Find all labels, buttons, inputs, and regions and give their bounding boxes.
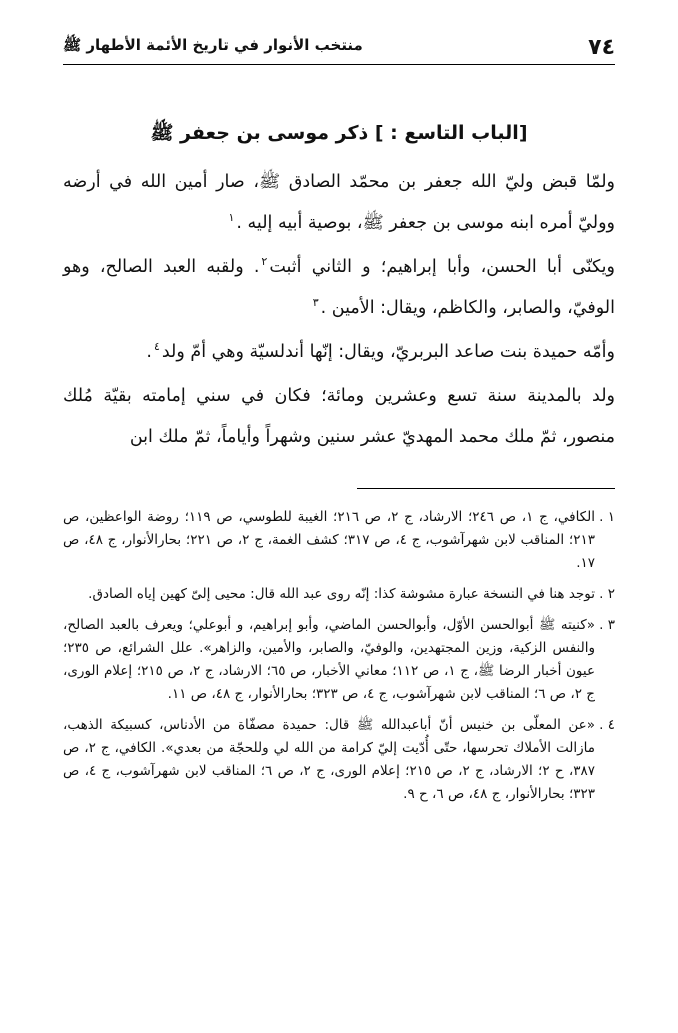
running-header [63, 34, 615, 60]
footnote-ref[interactable]: ٤ [153, 340, 160, 354]
chapter-title: [الباب التاسع : ] ذكر موسى بن جعفر ﷺ [150, 122, 528, 144]
paragraph-text: ولمّا قبض وليّ الله جعفر بن محمّد الصادق ﷺ، صار أمين الله في أرضه ووليّ أمره ابنه موسى بن جعفر ﷺ، بوصية أبيه إليه . [63, 172, 615, 233]
footnote-ref[interactable]: ٣ [312, 296, 319, 310]
paragraph [63, 332, 615, 373]
paragraph-text: . ولقبه العبد الصالح، وهو الوفيّ، والصابر، والكاظم، ويقال: الأمين . [63, 257, 615, 318]
footnotes [63, 506, 615, 814]
footnote-number: ٢ . [599, 586, 615, 602]
running-title: منتخب الأنوار في تاريخ الأئمة الأطهار ﷺ [63, 36, 363, 54]
footnote-text: «عن المعلّى بن خنيس أنّ أباعبدالله ﷺ قال: حميدة مصفّاة من الأدناس، كسبيكة الذهب، مازالت الأملاك تحرسها، حتّى أُدّيت إليّ كرامة من الله لي وللحجّة من بعدي». الكافي، ج ٢، ص ٣٨٧، ح ٢؛ الارشاد، ج ٢، ص ٢١٥؛ إعلام الورى، ج ٢، ص ٦؛ المناقب لابن شهرآشوب، ج ٤، ص ٣٢٣؛ بحارالأنوار، ج ٤٨، ص ٦، ح ٩. [63, 717, 596, 802]
paragraph [63, 376, 615, 458]
footnote [63, 614, 615, 706]
footnote [63, 583, 615, 606]
paragraph [63, 247, 615, 329]
footnote-ref[interactable]: ١ [228, 211, 235, 225]
footnote-number: ٣ . [599, 617, 615, 633]
paragraph-text: ولد بالمدينة سنة تسع وعشرين ومائة؛ فكان في سني إمامته بقيّة مُلك منصور، ثمّ ملك محمد المهديّ عشر سنين وشهراً وأياماً، ثمّ ملك ابن [63, 386, 615, 447]
footnote-text: الكافي، ج ١، ص ٢٤٦؛ الارشاد، ج ٢، ص ٢١٦؛ الغيبة للطوسي، ص ١١٩؛ روضة الواعظين، ص ٢١٣؛ المناقب لابن شهرآشوب، ج ٤، ص ٣١٧؛ كشف الغمة، ج ٢، ص ٢٢١؛ بحارالأنوار، ج ٤٨، ص ١٧. [63, 509, 596, 571]
paragraph-text: . [146, 342, 152, 362]
paragraph [63, 162, 615, 244]
page-number: ٧٤ [588, 34, 615, 60]
header-rule [63, 64, 615, 65]
footnote-text: توجد هنا في النسخة عبارة مشوشة كذا: إنّه روى عبد الله قال: محيى إلىّ كهين إياه الصادق. [88, 586, 595, 602]
footnote-separator [357, 488, 615, 489]
footnote [63, 506, 615, 575]
paragraph-text: ويكنّى أبا الحسن، وأبا إبراهيم؛ و الثاني أثبت [269, 257, 615, 277]
footnote-number: ٤ . [599, 717, 615, 733]
footnote [63, 714, 615, 806]
main-text [63, 118, 615, 461]
footnote-text: «كنيته ﷺ أبوالحسن الأوّل، وأبوالحسن الماضي، وأبو إبراهيم، و أبوعلي؛ ويعرف بالعبد الصالح، والنفس الزكية، وزين المجتهدين، والوفيّ، والصابر، والأمين، والزاهر». علل الشرائع، ص ٢٣٥؛ عيون أخبار الرضا ﷺ، ج ١، ص ١١٢؛ معاني الأخبار، ص ٦٥؛ الارشاد، ج ٢، ص ٢١٥؛ إعلام الورى، ج ٢، ص ٦؛ المناقب لابن شهرآشوب، ج ٤، ص ٣٢٣؛ بحارالأنوار، ج ٤٨، ص ١١. [63, 617, 596, 702]
paragraph-text: وأمّه حميدة بنت صاعد البربريّ، ويقال: إنّها أندلسيّة وهي أمّ ولد [161, 342, 615, 362]
footnote-number: ١ . [599, 509, 615, 525]
footnote-ref[interactable]: ٢ [261, 255, 268, 269]
